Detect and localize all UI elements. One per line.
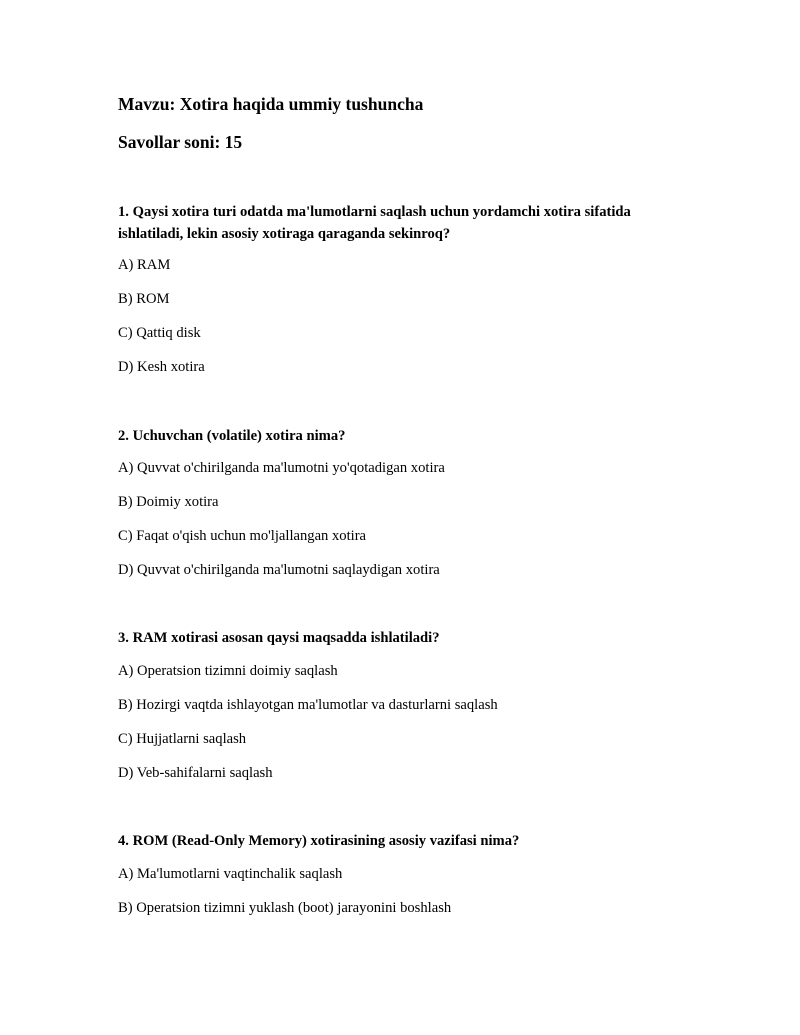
question-4-option-a: A) Ma'lumotlarni vaqtinchalik saqlash	[118, 866, 343, 882]
question-3-option-b: B) Hozirgi vaqtda ishlayotgan ma'lumotlar va dasturlarni saqlash	[118, 697, 498, 713]
question-1-option-a: A) RAM	[118, 257, 171, 273]
question-1-option-c: C) Qattiq disk	[118, 325, 201, 341]
question-3-option-c: C) Hujjatlarni saqlash	[118, 731, 247, 747]
question-2-text: 2. Uchuvchan (volatile) xotira nima?	[118, 428, 346, 444]
question-3-text: 3. RAM xotirasi asosan qaysi maqsadda ishlatiladi?	[118, 630, 440, 646]
question-3-option-d: D) Veb-sahifalarni saqlash	[118, 765, 273, 781]
question-2-option-d: D) Quvvat o'chirilganda ma'lumotni saqlaydigan xotira	[118, 562, 440, 578]
question-count-heading: Savollar soni: 15	[118, 132, 243, 152]
question-2-option-a: A) Quvvat o'chirilganda ma'lumotni yo'qotadigan xotira	[118, 460, 445, 476]
question-2-option-b: B) Doimiy xotira	[118, 494, 219, 510]
question-2-option-c: C) Faqat o'qish uchun mo'ljallangan xotira	[118, 528, 367, 544]
question-4-option-b: B) Operatsion tizimni yuklash (boot) jarayonini boshlash	[118, 900, 452, 916]
question-1-text: 1. Qaysi xotira turi odatda ma'lumotlarni saqlash uchun yordamchi xotira sifatida ishlatiladi, lekin asosiy xotiraga qaraganda sekinroq?	[118, 204, 631, 242]
topic-heading: Mavzu: Xotira haqida ummiy tushuncha	[118, 94, 424, 114]
question-3-option-a: A) Operatsion tizimni doimiy saqlash	[118, 663, 338, 679]
question-4-text: 4. ROM (Read-Only Memory) xotirasining asosiy vazifasi nima?	[118, 833, 520, 849]
question-1-option-b: B) ROM	[118, 291, 170, 307]
question-1-option-d: D) Kesh xotira	[118, 359, 205, 375]
